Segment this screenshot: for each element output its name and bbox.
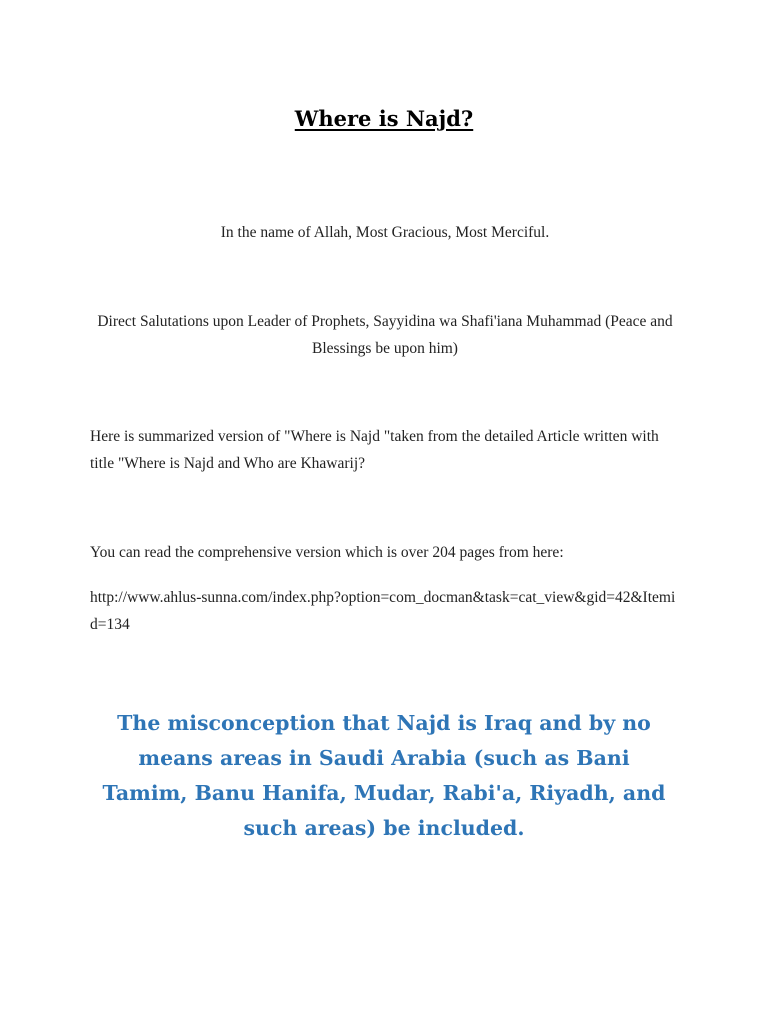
summary-paragraph: Here is summarized version of "Where is Najd "taken from the detailed Article written with title "Where is Najd and Who are Khawarij? [90,428,659,472]
misconception-heading: The misconception that Najd is Iraq and by no means areas in Saudi Arabia (such as Bani Tamim, Banu Hanifa, Mudar, Rabi'a, Riyadh, and such areas) be included. [102,711,666,840]
article-url-link[interactable]: http://www.ahlus-sunna.com/index.php?option=com_docman&task=cat_view&gid=42&Itemid=134 [90,589,676,633]
bismillah-paragraph: In the name of Allah, Most Gracious, Most Merciful. [220,224,550,241]
read-more-paragraph: You can read the comprehensive version which is over 204 pages from here: [90,544,564,561]
page-title: Where is Najd? [294,106,474,131]
salutations-paragraph: Direct Salutations upon Leader of Prophets, Sayyidina wa Shafi'iana Muhammad (Peace and Blessings be upon him) [97,313,673,357]
